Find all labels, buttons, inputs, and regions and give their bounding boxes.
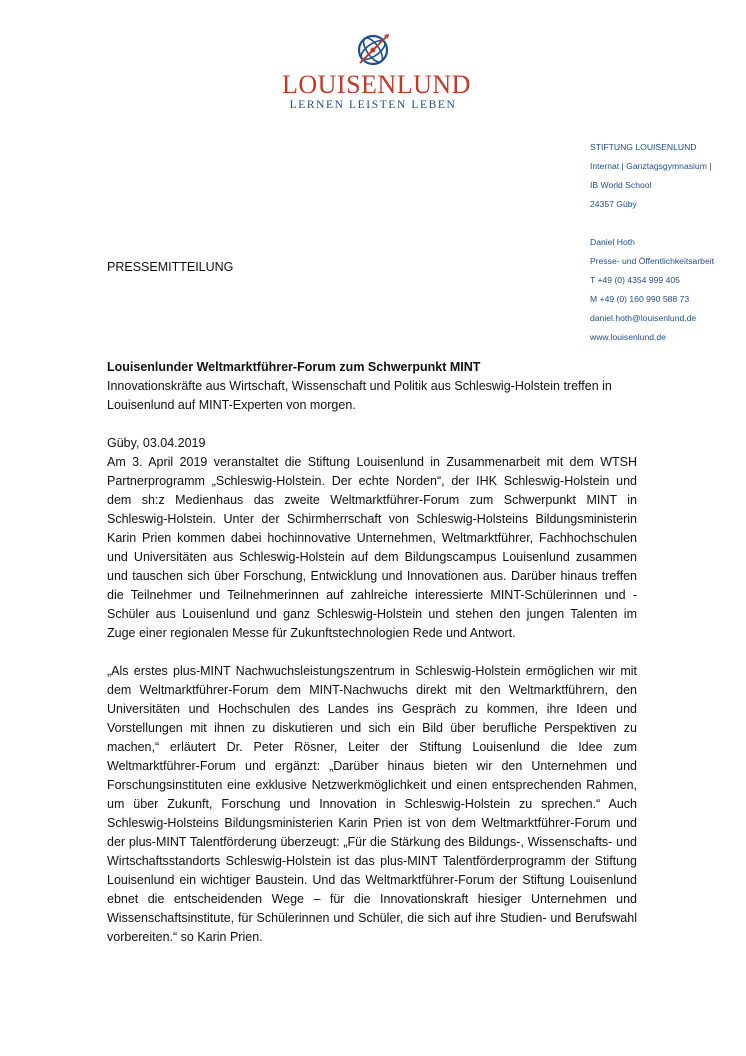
document-type: PRESSEMITTEILUNG	[107, 260, 234, 274]
headline: Louisenlunder Weltmarktführer-Forum zum Schwerpunkt MINT	[107, 360, 481, 374]
subheadline: Innovationskräfte aus Wirtschaft, Wissenschaft und Politik aus Schleswig-Holstein treffen in Louisenlund auf MINT-Experten von morgen.	[107, 379, 612, 412]
contact-mobile: M +49 (0) 160 990 588 73	[590, 294, 690, 304]
logo	[282, 30, 471, 120]
contact-block	[590, 138, 740, 347]
contact-line-3: IB World School	[590, 180, 652, 190]
contact-gap	[590, 214, 740, 233]
contact-role: Presse- und Öffentlichkeitsarbeit	[590, 256, 715, 266]
paragraph-2: „Als erstes plus-MINT Nachwuchsleistungszentrum in Schleswig-Holstein ermöglichen wir mit dem Weltmarktführer-Forum dem MINT-Nachwuchs direkt mit den Weltmarktführern, den Universitäten und Hochschulen des Landes ins Gespräch zu kommen, ihre Ideen und Vorstellungen mit ihnen zu diskutieren und sich ein Bild über berufliche Perspektiven zu machen,“ erläutert Dr. Peter Rösner, Leiter der Stiftung Louisenlund die Idee zum Weltmarktführer-Forum und ergänzt: „Darüber hinaus bieten wir den Unternehmen und Forschungsinstituten eine exklusive Netzwerkmöglichkeit und einen entsprechenden Rahmen, um über Zukunft, Forschung und Innovation in Schleswig-Holstein zu sprechen.“ Auch Schleswig-Holsteins Bildungsministerien Karin Prien ist von dem Weltmarktführer-Forum und der plus-MINT Talentförderung überzeugt: „Für die Stärkung des Bildungs-, Wissenschafts- und Wirtschaftsstandorts Schleswig-Holstein ist das plus-MINT Talentförderprogramm der Stiftung Louisenlund ein wichtiger Baustein. Und das Weltmarktführer-Forum der Stiftung Louisenlund ebnet die entscheidenden Wege – für die Innovationskraft hiesiger Unternehmen und Wissenschaftsinstitute, für Schülerinnen und Schüler, die sich auf ihre Studien- und Berufswahl vorbereiten.“ so Karin Prien.	[107, 664, 637, 944]
contact-address: 24357 Güby	[590, 199, 637, 209]
spacer	[107, 415, 637, 434]
logo-tagline: LERNEN LEISTEN LEBEN	[289, 99, 457, 111]
spacer	[107, 643, 637, 662]
contact-website[interactable]: www.louisenlund.de	[590, 332, 666, 342]
contact-phone: T +49 (0) 4354 999 405	[590, 275, 680, 285]
dateline: Güby, 03.04.2019	[107, 436, 206, 450]
logo-wordmark: LOUISENLUND	[282, 70, 471, 99]
contact-email[interactable]: daniel.hoth@louisenlund.de	[590, 313, 697, 323]
globe-emblem-icon	[353, 30, 393, 70]
press-release-body	[107, 358, 637, 947]
paragraph-1: Am 3. April 2019 veranstaltet die Stiftung Louisenlund in Zusammenarbeit mit dem WTSH Partnerprogramm „Schleswig-Holstein. Der echte Norden“, der IHK Schleswig-Holstein und dem sh:z Medienhaus das zweite Weltmarktführer-Forum zum Schwerpunkt MINT in Schleswig-Holstein. Unter der Schirmherrschaft von Schleswig-Holsteins Bildungsministerin Karin Prien kommen dabei hochinnovative Unternehmen, Weltmarktführer, Fachhochschulen und Universitäten aus Schleswig-Holstein auf dem Bildungscampus Louisenlund zusammen und tauschen sich über Forschung, Entwicklung und Innovationen aus. Darüber hinaus treffen die Teilnehmer und Teilnehmerinnen auf zahlreiche interessierte MINT-Schülerinnen und -Schüler aus Louisenlund und ganz Schleswig-Holstein und stehen den jungen Talenten im Zuge einer regionalen Messe für Zukunftstechnologien Rede und Antwort.	[107, 455, 637, 640]
contact-org: STIFTUNG LOUISENLUND	[590, 142, 697, 152]
contact-line-2: Internat | Ganztagsgymnasium |	[590, 161, 712, 171]
contact-person: Daniel Hoth	[590, 237, 635, 247]
